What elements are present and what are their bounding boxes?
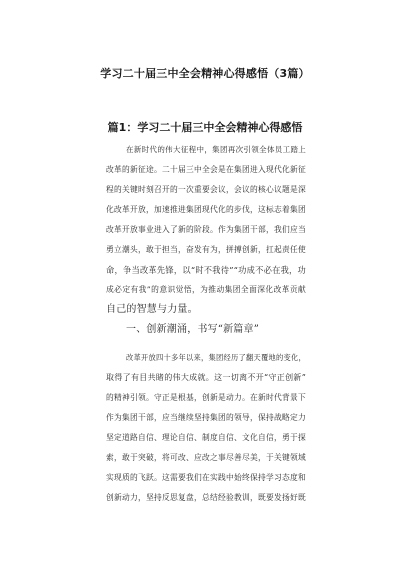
document-title: 学习二十届三中全会精神心得感悟（3篇） [100, 67, 310, 80]
paragraph-line: 改革开放四十多年以来，集团经历了翻天覆地的变化， [126, 353, 306, 362]
section-title: 篇1：学习二十届三中全会精神心得感悟 [107, 121, 303, 134]
section-heading: 一、创新潮涌，书写“新篇章” [126, 324, 260, 335]
paragraph-line: 创新动力，坚持反思复盘，总结经验教训，既要发扬好既 [106, 493, 306, 502]
paragraph-line: 取得了有目共睹的伟大成就。这一切离不开“守正创新” [106, 373, 306, 382]
paragraph-line: 成必定有我”的意识觉悟，为推动集团全面深化改革贡献 [106, 285, 306, 294]
paragraph-line: 的精神引领。守正是根基，创新是动力。在新时代背景下 [106, 393, 306, 402]
paragraph-line: 自己的智慧与力量。 [106, 304, 198, 315]
paragraph-line: 坚定道路自信、理论自信、制度自信、文化自信，勇于探 [106, 433, 306, 442]
paragraph-line: 作为集团干部，应当继续坚持集团的领导，保持战略定力 [106, 413, 306, 422]
paragraph-line: 化改革开放，加速推进集团现代化的步伐，这标志着集团 [106, 205, 306, 214]
paragraph-line: 实现质的飞跃。这需要我们在实践中始终保持学习态度和 [106, 473, 306, 482]
paragraph-line: 改革的新征途。二十届三中全会是在集团进入现代化新征 [106, 165, 306, 174]
paragraph-line: 程的关键时刻召开的一次重要会议，会议的核心议题是深 [106, 185, 306, 194]
paragraph-line: 在新时代的伟大征程中，集团再次引领全体员工踏上 [126, 145, 306, 154]
paragraph-line: 索，敢于突破，将可改、应改之事尽善尽美，于关键领域 [106, 453, 306, 462]
paragraph-line: 命，争当改革先锋，以“时不我待”“功成不必在我，功 [106, 265, 306, 275]
paragraph-line: 改革开放事业进入了新的阶段。作为集团干部，我们应当 [106, 225, 306, 234]
paragraph-line: 勇立潮头，敢于担当，奋发有为，拼搏创新，扛起责任使 [106, 245, 306, 254]
